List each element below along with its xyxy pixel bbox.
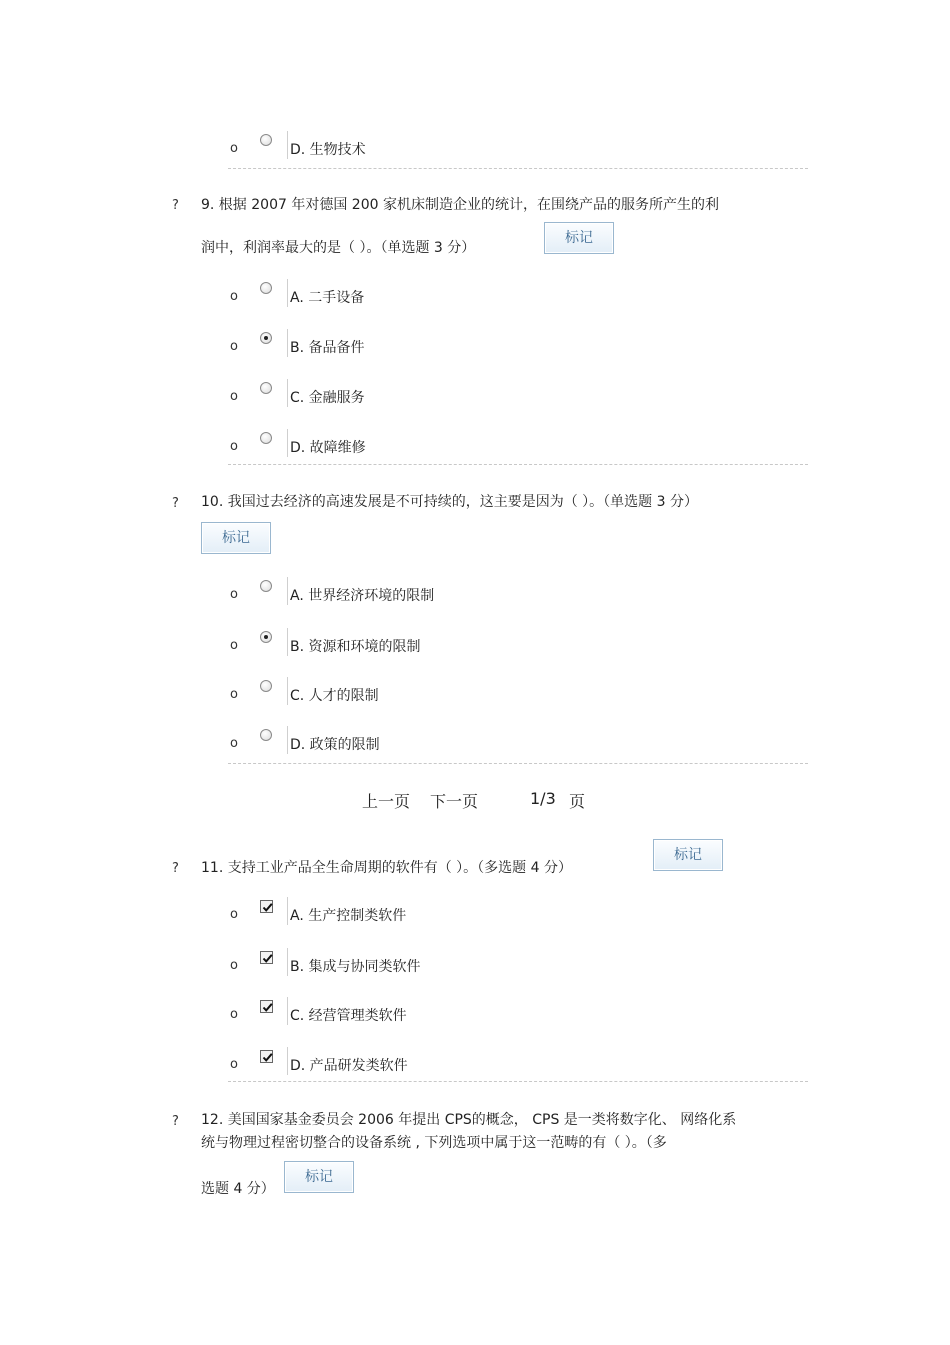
option-row <box>230 726 790 756</box>
option-bullet: o <box>230 439 238 454</box>
question-12-text-line2: 统与物理过程密切整合的设备系统 , 下列选项中属于这一范畴的有（ ）。（多 <box>201 1135 667 1151</box>
question-bullet: ? <box>172 496 179 511</box>
checkbox-checked[interactable] <box>260 1000 273 1013</box>
prev-page-link[interactable]: 上一页 <box>362 792 411 811</box>
option-control <box>258 1047 288 1075</box>
question-bullet: ? <box>172 861 179 876</box>
option-bullet: o <box>230 389 238 404</box>
separator <box>228 763 808 764</box>
radio-button[interactable] <box>260 134 272 146</box>
page-unit: 页 <box>569 792 586 811</box>
option-row <box>230 1047 790 1077</box>
option-label: C. 人才的限制 <box>290 688 379 704</box>
radio-button[interactable] <box>260 580 272 592</box>
option-label: C. 经营管理类软件 <box>290 1008 407 1024</box>
radio-button[interactable] <box>260 282 272 294</box>
separator <box>228 1081 808 1082</box>
option-row <box>230 628 790 658</box>
checkmark-icon <box>261 952 274 965</box>
separator <box>228 168 808 169</box>
mark-button[interactable]: 标记 <box>653 839 723 871</box>
checkmark-icon <box>261 1051 274 1064</box>
option-label: D. 政策的限制 <box>290 737 380 753</box>
radio-button[interactable] <box>260 680 272 692</box>
radio-button[interactable] <box>260 729 272 741</box>
option-label: D. 生物技术 <box>290 142 366 158</box>
option-row <box>230 279 790 309</box>
option-label: B. 备品备件 <box>290 340 365 356</box>
checkbox-checked[interactable] <box>260 951 273 964</box>
option-bullet: o <box>230 958 238 973</box>
question-11-text-line1: 11. 支持工业产品全生命周期的软件有（ ）。（多选题 4 分） <box>201 860 572 876</box>
option-control <box>258 628 288 656</box>
option-control <box>258 677 288 705</box>
option-row <box>230 897 790 927</box>
question-9-text-line2: 润中，利润率最大的是（ ）。（单选题 3 分） <box>201 240 476 256</box>
option-control <box>258 329 288 357</box>
option-control <box>258 131 288 159</box>
option-bullet: o <box>230 907 238 922</box>
option-bullet: o <box>230 289 238 304</box>
question-bullet: ? <box>172 198 179 213</box>
option-control <box>258 429 288 457</box>
option-bullet: o <box>230 638 238 653</box>
option-bullet: o <box>230 141 238 156</box>
option-row <box>230 379 790 409</box>
page-indicator: 1/3 <box>530 789 556 808</box>
option-control <box>258 279 288 307</box>
option-bullet: o <box>230 736 238 751</box>
option-row <box>230 948 790 978</box>
option-control <box>258 948 288 976</box>
option-control <box>258 897 288 925</box>
checkbox-checked[interactable] <box>260 1050 273 1063</box>
option-label: A. 生产控制类软件 <box>290 908 407 924</box>
question-12-text-line1: 12. 美国国家基金委员会 2006 年提出 CPS的概念， CPS 是一类将数字化、 网络化系 <box>201 1112 737 1128</box>
option-label: C. 金融服务 <box>290 390 365 406</box>
checkmark-icon <box>261 1001 274 1014</box>
option-row <box>230 131 790 161</box>
mark-button[interactable]: 标记 <box>284 1161 354 1193</box>
option-bullet: o <box>230 1007 238 1022</box>
option-label: A. 二手设备 <box>290 290 365 306</box>
option-row <box>230 577 790 607</box>
checkbox-checked[interactable] <box>260 900 273 913</box>
option-control <box>258 379 288 407</box>
option-bullet: o <box>230 339 238 354</box>
mark-button[interactable]: 标记 <box>201 522 271 554</box>
mark-button[interactable]: 标记 <box>544 222 614 254</box>
question-bullet: ? <box>172 1114 179 1129</box>
checkmark-icon <box>261 901 274 914</box>
option-row <box>230 329 790 359</box>
option-control <box>258 726 288 754</box>
radio-button[interactable] <box>260 382 272 394</box>
option-bullet: o <box>230 1057 238 1072</box>
option-row <box>230 429 790 459</box>
question-10-text-line1: 10. 我国过去经济的高速发展是不可持续的，这主要是因为（ ）。（单选题 3 分） <box>201 494 698 510</box>
radio-button[interactable] <box>260 432 272 444</box>
question-12-text-line3: 选题 4 分） <box>201 1181 275 1197</box>
option-row <box>230 997 790 1027</box>
option-bullet: o <box>230 587 238 602</box>
next-page-link[interactable]: 下一页 <box>430 792 479 811</box>
option-label: D. 故障维修 <box>290 440 366 456</box>
radio-button-selected[interactable] <box>260 332 272 344</box>
option-row <box>230 677 790 707</box>
option-label: D. 产品研发类软件 <box>290 1058 408 1074</box>
option-label: B. 资源和环境的限制 <box>290 639 421 655</box>
radio-button-selected[interactable] <box>260 631 272 643</box>
separator <box>228 464 808 465</box>
option-label: A. 世界经济环境的限制 <box>290 588 435 604</box>
question-9-text-line1: 9. 根据 2007 年对德国 200 家机床制造企业的统计，在围绕产品的服务所产生的利 <box>201 197 719 213</box>
option-label: B. 集成与协同类软件 <box>290 959 421 975</box>
option-bullet: o <box>230 687 238 702</box>
option-control <box>258 577 288 605</box>
option-control <box>258 997 288 1025</box>
